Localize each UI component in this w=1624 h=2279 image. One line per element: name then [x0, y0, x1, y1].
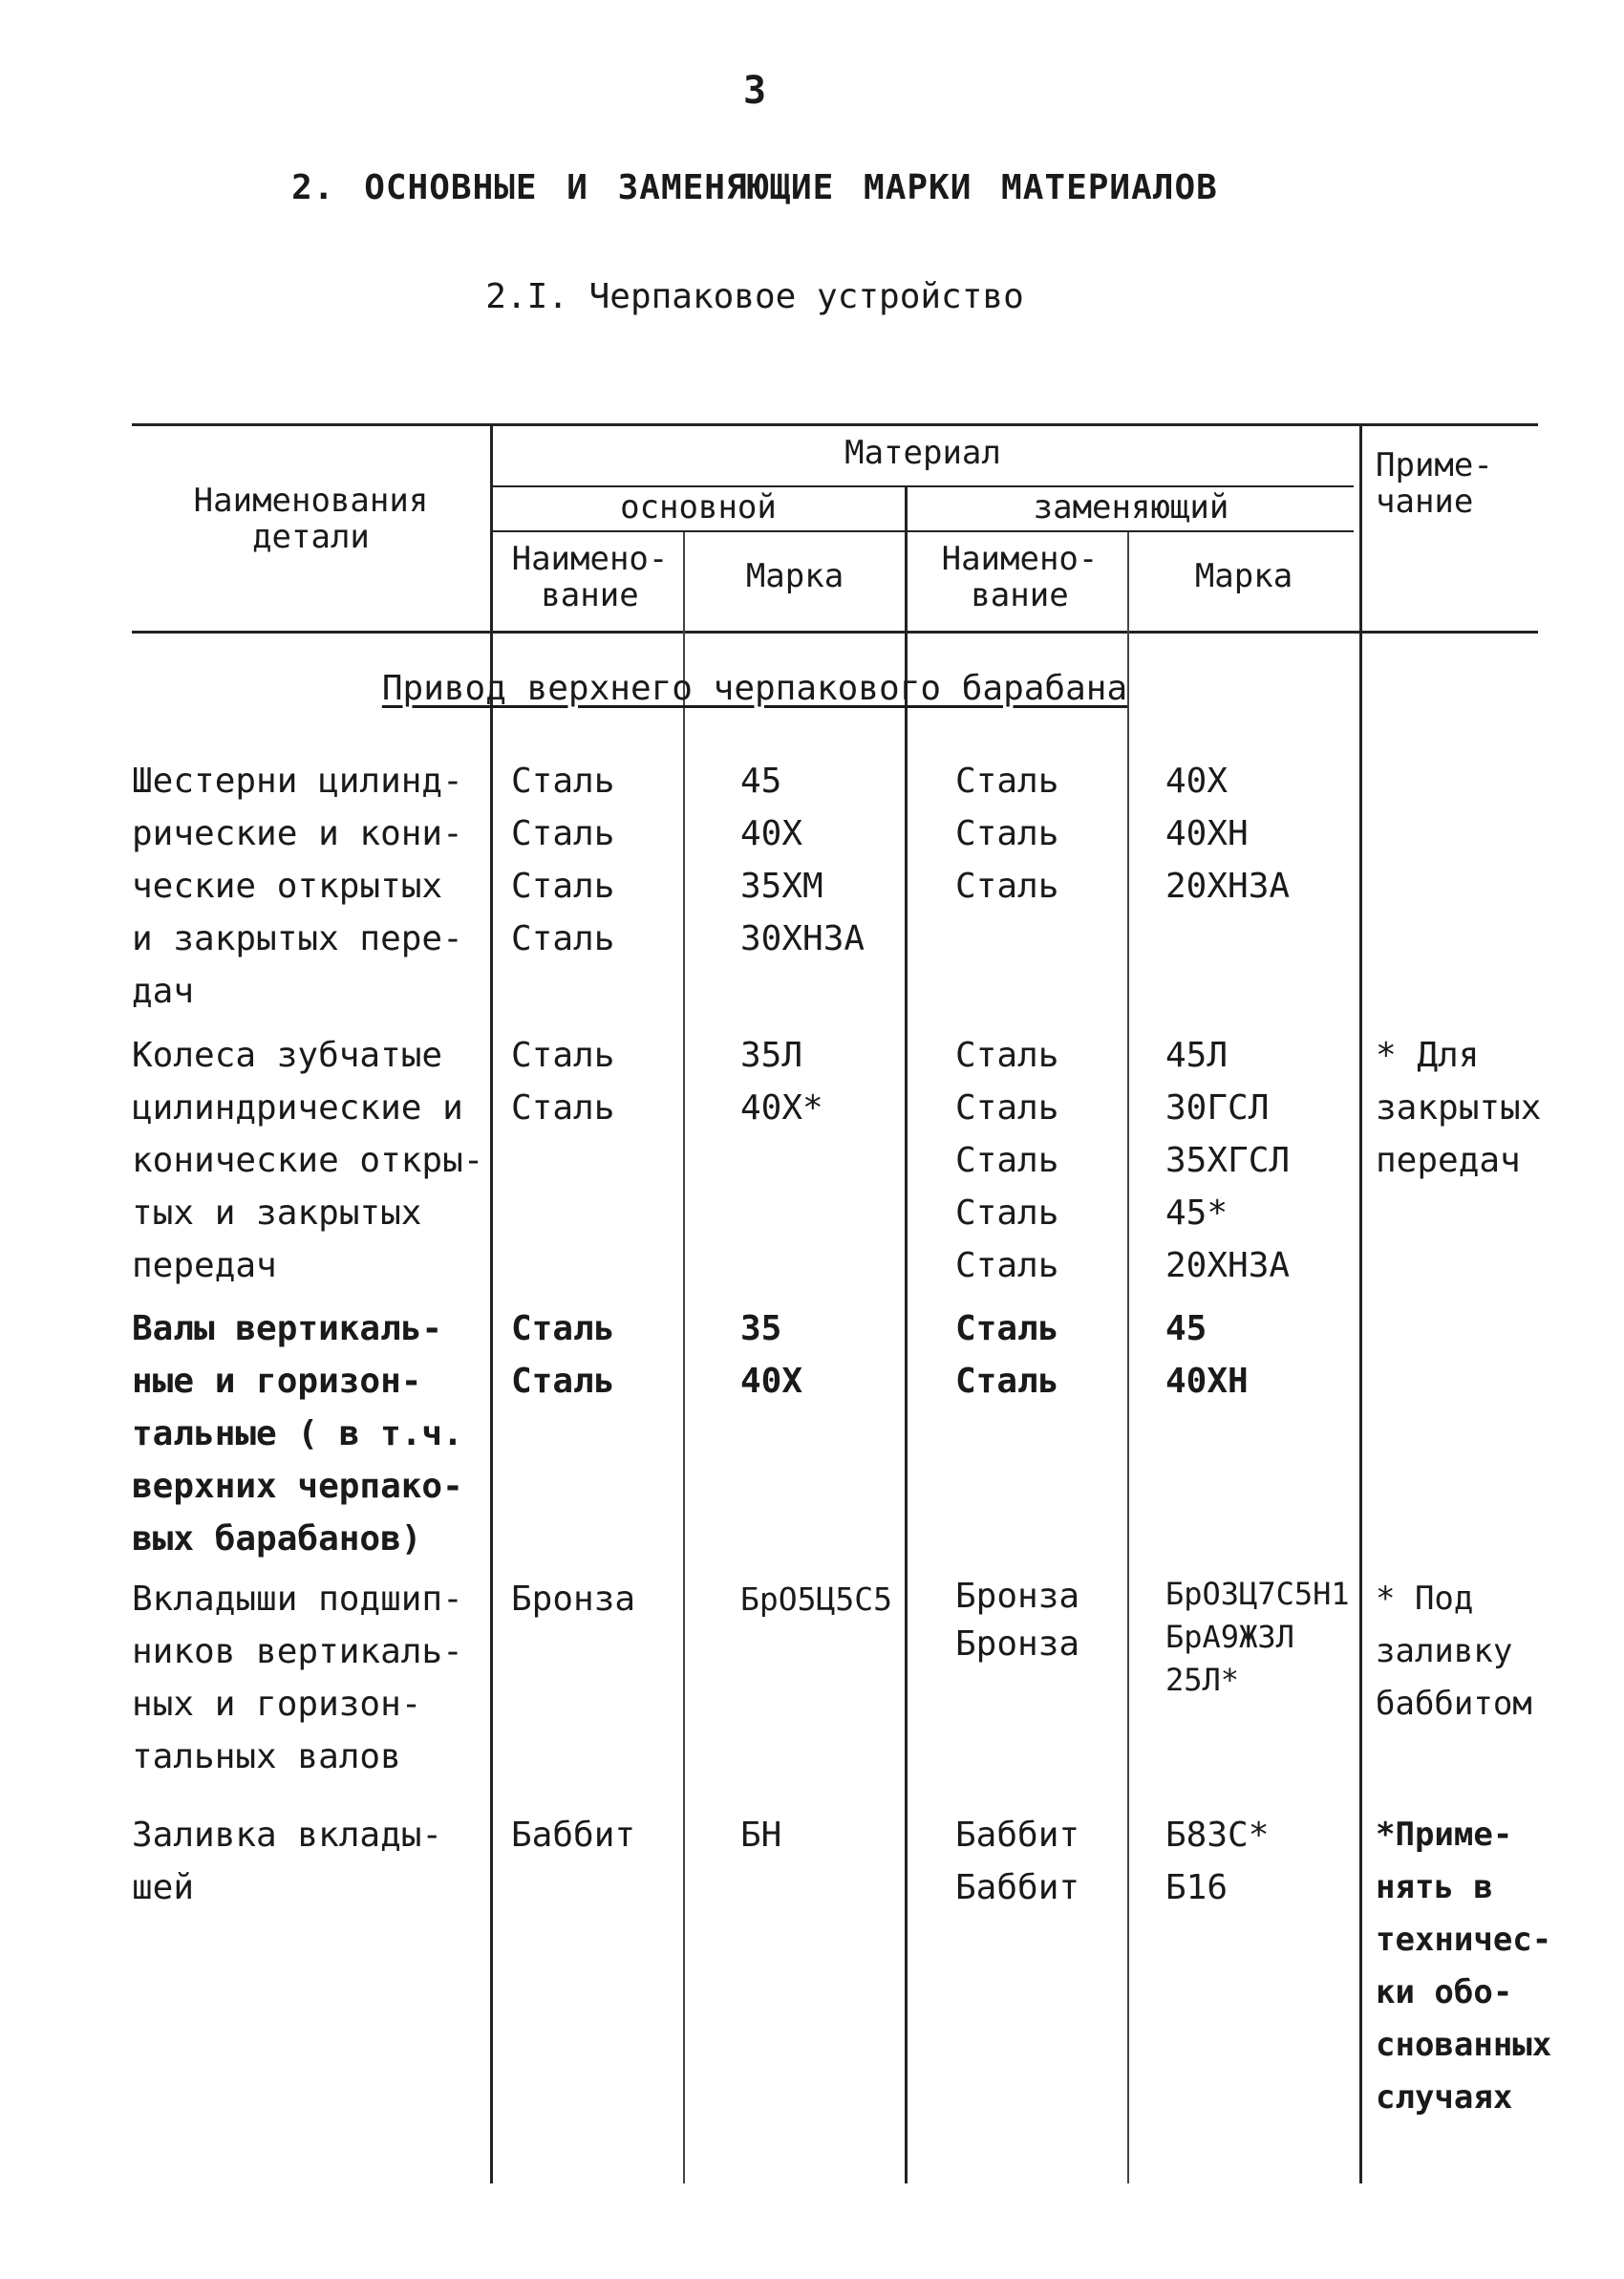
- subheader-rule: [492, 530, 1354, 532]
- row-sub-grade: Б83С* Б16: [1165, 1816, 1270, 1907]
- table-divider-substitute: [905, 487, 908, 2183]
- section-title: 2. ОСНОВНЫЕ И ЗАМЕНЯЮЩИЕ МАРКИ МАТЕРИАЛОВ: [291, 168, 1218, 207]
- row-sub-grade: БрО3Ц7С5Н1 БрА9Ж3Л 25Л*: [1165, 1576, 1350, 1698]
- row-main-grade: БрО5Ц5С5: [740, 1580, 892, 1618]
- row-sub-grade: 45Л 30ГСЛ 35ХГСЛ 45* 20ХН3А: [1165, 1036, 1291, 1285]
- row-main-grade: 35 40Х: [740, 1309, 803, 1401]
- page-number: 3: [742, 69, 767, 113]
- row-note: * Под заливку баббитом: [1376, 1580, 1532, 1723]
- header-note: Приме- чание: [1376, 446, 1493, 521]
- row-sub-material: Сталь Сталь Сталь: [955, 762, 1059, 906]
- row-note: * Для закрытых передач: [1376, 1036, 1542, 1180]
- row-sub-material: Баббит Баббит: [955, 1816, 1080, 1907]
- row-part-name: Валы вертикаль- ные и горизон- тальные ( в т.ч. верхних черпако- вых барабанов): [132, 1309, 463, 1559]
- material-header-rule: [492, 485, 1354, 487]
- table-header-bottom-rule: [132, 631, 1538, 634]
- row-part-name: Вкладыши подшип- ников вертикаль- ных и горизон- тальных валов: [132, 1580, 463, 1776]
- header-main-name: Наимено- вание: [511, 540, 669, 614]
- header-sub-name: Наимено- вание: [941, 540, 1099, 614]
- group-title: Привод верхнего черпакового барабана: [381, 669, 1128, 708]
- table-divider-sub-grade: [1127, 532, 1129, 2183]
- header-part-name: Наименования детали: [193, 482, 429, 556]
- row-note: *Приме- нять в техничес- ки обо- снованных случаях: [1376, 1816, 1552, 2117]
- row-part-name: Колеса зубчатые цилиндрические и конические откры- тых и закрытых передач: [132, 1036, 484, 1285]
- header-sub-grade: Марка: [1194, 557, 1293, 595]
- row-sub-grade: 45 40ХН: [1165, 1309, 1249, 1401]
- row-main-material: Баббит: [511, 1816, 636, 1855]
- row-sub-material: Бронза Бронза: [955, 1577, 1080, 1664]
- header-main-grade: Марка: [745, 557, 844, 595]
- row-main-grade: 45 40Х 35ХМ 30ХН3А: [740, 762, 865, 958]
- row-main-grade: 35Л 40Х*: [740, 1036, 823, 1128]
- table-top-rule: [132, 423, 1538, 426]
- row-part-name: Шестерни цилинд- рические и кони- ческие открытых и закрытых пере- дач: [132, 762, 463, 1011]
- row-sub-grade: 40Х 40ХН 20ХН3А: [1165, 762, 1291, 906]
- row-main-material: Сталь Сталь: [511, 1309, 615, 1401]
- header-substitute: заменяющий: [1033, 488, 1229, 527]
- row-main-grade: БН: [740, 1816, 782, 1855]
- subsection-title: 2.I. Черпаковое устройство: [485, 277, 1024, 316]
- header-main: основной: [620, 488, 777, 527]
- row-sub-material: Сталь Сталь Сталь Сталь Сталь: [955, 1036, 1059, 1285]
- row-main-material: Сталь Сталь: [511, 1036, 615, 1128]
- row-main-material: Сталь Сталь Сталь Сталь: [511, 762, 615, 958]
- table-divider-main-grade: [683, 532, 685, 2183]
- row-sub-material: Сталь Сталь: [955, 1309, 1059, 1401]
- row-part-name: Заливка вклады- шей: [132, 1816, 443, 1907]
- row-main-material: Бронза: [511, 1580, 636, 1619]
- header-material: Материал: [844, 434, 1001, 472]
